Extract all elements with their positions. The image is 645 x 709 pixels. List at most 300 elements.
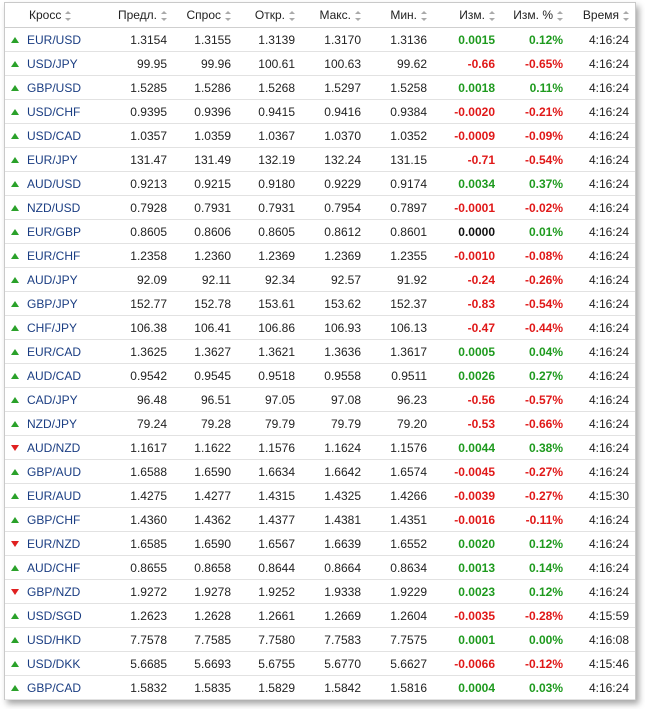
high-value: 1.6639	[301, 532, 367, 556]
ask-value: 131.49	[173, 148, 237, 172]
pair-link[interactable]: AUD/CHF	[27, 560, 81, 575]
time-value: 4:16:24	[569, 316, 635, 340]
pair-cell[interactable]	[5, 412, 103, 436]
pair-cell[interactable]	[5, 292, 103, 316]
high-value: 100.63	[301, 52, 367, 76]
pair-link[interactable]: NZD/JPY	[27, 416, 78, 431]
bid-value: 1.4275	[103, 484, 173, 508]
pair-link[interactable]: EUR/CHF	[27, 248, 81, 263]
arrow-up-icon	[11, 61, 19, 67]
change-pct-value: -0.12%	[501, 652, 569, 676]
table-row	[5, 148, 635, 172]
table-row	[5, 292, 635, 316]
change-value: -0.0010	[433, 244, 501, 268]
pair-link[interactable]: GBP/AUD	[27, 464, 82, 479]
high-value: 0.9229	[301, 172, 367, 196]
pair-cell[interactable]	[5, 604, 103, 628]
pair-link[interactable]: EUR/CAD	[27, 344, 82, 359]
low-value: 91.92	[367, 268, 433, 292]
fx-quotes-table	[5, 3, 635, 700]
ask-value: 79.28	[173, 412, 237, 436]
table-row	[5, 220, 635, 244]
ask-value: 0.9545	[173, 364, 237, 388]
arrow-up-icon	[11, 493, 19, 499]
change-value: 0.0001	[433, 628, 501, 652]
time-value: 4:16:24	[569, 244, 635, 268]
table-row	[5, 196, 635, 220]
ask-value: 1.5286	[173, 76, 237, 100]
sort-icon	[355, 11, 361, 21]
time-value: 4:16:24	[569, 388, 635, 412]
ask-value: 0.9215	[173, 172, 237, 196]
table-row	[5, 388, 635, 412]
bid-value: 1.0357	[103, 124, 173, 148]
open-value: 1.4377	[237, 508, 301, 532]
table-row	[5, 76, 635, 100]
low-value: 0.8601	[367, 220, 433, 244]
change-value: -0.47	[433, 316, 501, 340]
time-value: 4:16:24	[569, 412, 635, 436]
col-header-high[interactable]	[301, 3, 367, 28]
col-label: Мин.	[390, 8, 417, 22]
high-value: 1.1624	[301, 436, 367, 460]
col-header-open[interactable]	[237, 3, 301, 28]
arrow-up-icon	[11, 277, 19, 283]
low-value: 5.6627	[367, 652, 433, 676]
low-value: 0.9384	[367, 100, 433, 124]
high-value: 1.2669	[301, 604, 367, 628]
arrow-up-icon	[11, 229, 19, 235]
change-value: 0.0034	[433, 172, 501, 196]
change-pct-value: -0.27%	[501, 484, 569, 508]
pair-cell[interactable]	[5, 52, 103, 76]
pair-cell[interactable]	[5, 652, 103, 676]
high-value: 79.79	[301, 412, 367, 436]
open-value: 106.86	[237, 316, 301, 340]
arrow-down-icon	[11, 541, 19, 547]
ask-value: 92.11	[173, 268, 237, 292]
time-value: 4:16:24	[569, 292, 635, 316]
pair-link[interactable]: EUR/AUD	[27, 488, 82, 503]
change-value: -0.0066	[433, 652, 501, 676]
change-pct-value: -0.21%	[501, 100, 569, 124]
pair-cell[interactable]	[5, 340, 103, 364]
arrow-up-icon	[11, 517, 19, 523]
col-label: Изм.	[459, 8, 485, 22]
pair-link[interactable]: NZD/USD	[27, 200, 81, 215]
low-value: 1.4266	[367, 484, 433, 508]
table-row	[5, 268, 635, 292]
time-value: 4:16:08	[569, 628, 635, 652]
low-value: 1.1576	[367, 436, 433, 460]
arrow-up-icon	[11, 637, 19, 643]
bid-value: 5.6685	[103, 652, 173, 676]
low-value: 1.5816	[367, 676, 433, 700]
change-pct-value: -0.54%	[501, 292, 569, 316]
bid-value: 0.9395	[103, 100, 173, 124]
col-label: Откр.	[254, 8, 285, 22]
arrow-up-icon	[11, 253, 19, 259]
time-value: 4:15:30	[569, 484, 635, 508]
low-value: 1.4351	[367, 508, 433, 532]
change-pct-value: -0.44%	[501, 316, 569, 340]
change-value: 0.0020	[433, 532, 501, 556]
open-value: 132.19	[237, 148, 301, 172]
low-value: 1.3136	[367, 28, 433, 52]
bid-value: 1.1617	[103, 436, 173, 460]
ask-value: 1.2628	[173, 604, 237, 628]
change-pct-value: 0.37%	[501, 172, 569, 196]
sort-icon	[557, 11, 563, 21]
bid-value: 99.95	[103, 52, 173, 76]
pair-link[interactable]: AUD/JPY	[27, 272, 78, 287]
pair-link[interactable]: GBP/CHF	[27, 512, 81, 527]
table-row	[5, 532, 635, 556]
pair-link[interactable]: EUR/GBP	[27, 224, 82, 239]
time-value: 4:15:59	[569, 604, 635, 628]
pair-link[interactable]: CAD/JPY	[27, 392, 78, 407]
bid-value: 1.5285	[103, 76, 173, 100]
high-value: 132.24	[301, 148, 367, 172]
low-value: 1.5258	[367, 76, 433, 100]
col-header-time[interactable]	[569, 3, 635, 28]
table-row	[5, 556, 635, 580]
high-value: 0.8612	[301, 220, 367, 244]
col-label: Предл.	[117, 8, 157, 22]
ask-value: 1.6590	[173, 460, 237, 484]
time-value: 4:16:24	[569, 556, 635, 580]
time-value: 4:16:24	[569, 460, 635, 484]
pair-cell[interactable]	[5, 580, 103, 604]
col-label: Время	[582, 8, 619, 22]
pair-cell[interactable]	[5, 676, 103, 700]
open-value: 1.3139	[237, 28, 301, 52]
open-value: 0.8644	[237, 556, 301, 580]
pair-cell[interactable]	[5, 532, 103, 556]
time-value: 4:16:24	[569, 364, 635, 388]
pair-link[interactable]: AUD/USD	[27, 176, 82, 191]
pair-link[interactable]: USD/HKD	[27, 632, 82, 647]
arrow-up-icon	[11, 421, 19, 427]
col-header-bid[interactable]	[103, 3, 173, 28]
time-value: 4:16:24	[569, 52, 635, 76]
high-value: 1.9338	[301, 580, 367, 604]
quotes-panel	[4, 2, 636, 700]
change-value: 0.0004	[433, 676, 501, 700]
pair-link[interactable]: EUR/JPY	[27, 152, 78, 167]
pair-cell[interactable]	[5, 172, 103, 196]
ask-value: 1.9278	[173, 580, 237, 604]
change-pct-value: 0.11%	[501, 76, 569, 100]
bid-value: 96.48	[103, 388, 173, 412]
change-pct-value: 0.03%	[501, 676, 569, 700]
change-pct-value: 0.12%	[501, 580, 569, 604]
open-value: 100.61	[237, 52, 301, 76]
ask-value: 1.0359	[173, 124, 237, 148]
ask-value: 96.51	[173, 388, 237, 412]
open-value: 92.34	[237, 268, 301, 292]
bid-value: 7.7578	[103, 628, 173, 652]
ask-value: 1.3627	[173, 340, 237, 364]
table-row	[5, 124, 635, 148]
arrow-up-icon	[11, 205, 19, 211]
table-row	[5, 316, 635, 340]
open-value: 153.61	[237, 292, 301, 316]
pair-link[interactable]: GBP/USD	[27, 80, 82, 95]
arrow-up-icon	[11, 397, 19, 403]
high-value: 0.9558	[301, 364, 367, 388]
open-value: 79.79	[237, 412, 301, 436]
col-label: Спрос	[186, 8, 221, 22]
change-value: 0.0023	[433, 580, 501, 604]
change-pct-value: 0.38%	[501, 436, 569, 460]
arrow-up-icon	[11, 181, 19, 187]
open-value: 1.4315	[237, 484, 301, 508]
time-value: 4:16:24	[569, 28, 635, 52]
table-row	[5, 628, 635, 652]
table-header	[5, 3, 635, 28]
arrow-up-icon	[11, 37, 19, 43]
table-row	[5, 676, 635, 700]
change-pct-value: 0.14%	[501, 556, 569, 580]
high-value: 1.4381	[301, 508, 367, 532]
col-header-low[interactable]	[367, 3, 433, 28]
col-label: Макс.	[319, 8, 351, 22]
change-pct-value: -0.66%	[501, 412, 569, 436]
low-value: 0.9174	[367, 172, 433, 196]
high-value: 0.9416	[301, 100, 367, 124]
col-header-cross[interactable]	[5, 3, 103, 28]
time-value: 4:16:24	[569, 508, 635, 532]
change-pct-value: -0.54%	[501, 148, 569, 172]
low-value: 7.7575	[367, 628, 433, 652]
ask-value: 0.8658	[173, 556, 237, 580]
pair-link[interactable]: EUR/NZD	[27, 536, 81, 551]
change-value: -0.56	[433, 388, 501, 412]
pair-cell[interactable]	[5, 196, 103, 220]
pair-cell[interactable]	[5, 124, 103, 148]
ask-value: 0.7931	[173, 196, 237, 220]
time-value: 4:16:24	[569, 580, 635, 604]
change-value: -0.0016	[433, 508, 501, 532]
bid-value: 1.6585	[103, 532, 173, 556]
bid-value: 1.5832	[103, 676, 173, 700]
pair-link[interactable]: AUD/NZD	[27, 440, 81, 455]
change-pct-value: -0.57%	[501, 388, 569, 412]
open-value: 1.9252	[237, 580, 301, 604]
change-pct-value: -0.09%	[501, 124, 569, 148]
pair-cell[interactable]	[5, 628, 103, 652]
change-pct-value: 0.12%	[501, 532, 569, 556]
table-row	[5, 460, 635, 484]
bid-value: 92.09	[103, 268, 173, 292]
open-value: 1.2661	[237, 604, 301, 628]
change-pct-value: 0.00%	[501, 628, 569, 652]
time-value: 4:16:24	[569, 76, 635, 100]
open-value: 1.2369	[237, 244, 301, 268]
arrow-up-icon	[11, 373, 19, 379]
pair-link[interactable]: GBP/NZD	[27, 584, 81, 599]
table-row	[5, 340, 635, 364]
sort-icon	[623, 11, 629, 21]
change-value: 0.0013	[433, 556, 501, 580]
change-pct-value: 0.04%	[501, 340, 569, 364]
low-value: 131.15	[367, 148, 433, 172]
change-value: -0.0035	[433, 604, 501, 628]
col-header-change[interactable]	[433, 3, 501, 28]
table-row	[5, 172, 635, 196]
arrow-up-icon	[11, 85, 19, 91]
low-value: 0.9511	[367, 364, 433, 388]
bid-value: 152.77	[103, 292, 173, 316]
open-value: 5.6755	[237, 652, 301, 676]
open-value: 1.3621	[237, 340, 301, 364]
col-label: Кросс	[29, 8, 62, 22]
open-value: 0.8605	[237, 220, 301, 244]
arrow-up-icon	[11, 325, 19, 331]
bid-value: 0.9213	[103, 172, 173, 196]
pair-link[interactable]: USD/CHF	[27, 104, 81, 119]
pair-link[interactable]: USD/DKK	[27, 656, 81, 671]
open-value: 1.0367	[237, 124, 301, 148]
pair-link[interactable]: CHF/JPY	[27, 320, 78, 335]
change-value: -0.71	[433, 148, 501, 172]
bid-value: 0.8655	[103, 556, 173, 580]
bid-value: 79.24	[103, 412, 173, 436]
time-value: 4:16:24	[569, 268, 635, 292]
change-value: -0.24	[433, 268, 501, 292]
col-header-ask[interactable]	[173, 3, 237, 28]
ask-value: 106.41	[173, 316, 237, 340]
table-row	[5, 436, 635, 460]
high-value: 1.5842	[301, 676, 367, 700]
time-value: 4:16:24	[569, 532, 635, 556]
time-value: 4:16:24	[569, 340, 635, 364]
time-value: 4:16:24	[569, 172, 635, 196]
pair-link[interactable]: AUD/CAD	[27, 368, 82, 383]
bid-value: 0.9542	[103, 364, 173, 388]
high-value: 153.62	[301, 292, 367, 316]
table-row	[5, 604, 635, 628]
bid-value: 0.8605	[103, 220, 173, 244]
change-value: -0.0039	[433, 484, 501, 508]
change-value: -0.0020	[433, 100, 501, 124]
high-value: 1.2369	[301, 244, 367, 268]
low-value: 1.9229	[367, 580, 433, 604]
pair-cell[interactable]	[5, 316, 103, 340]
arrow-up-icon	[11, 613, 19, 619]
arrow-up-icon	[11, 133, 19, 139]
time-value: 4:15:46	[569, 652, 635, 676]
bid-value: 1.2358	[103, 244, 173, 268]
pair-link[interactable]: USD/SGD	[27, 608, 82, 623]
table-row	[5, 244, 635, 268]
change-pct-value: 0.27%	[501, 364, 569, 388]
low-value: 79.20	[367, 412, 433, 436]
open-value: 7.7580	[237, 628, 301, 652]
pair-link[interactable]: USD/JPY	[27, 56, 78, 71]
high-value: 1.6642	[301, 460, 367, 484]
low-value: 1.0352	[367, 124, 433, 148]
pair-cell[interactable]	[5, 76, 103, 100]
high-value: 7.7583	[301, 628, 367, 652]
high-value: 1.3170	[301, 28, 367, 52]
low-value: 1.3617	[367, 340, 433, 364]
pair-cell[interactable]	[5, 28, 103, 52]
pair-cell[interactable]	[5, 100, 103, 124]
table-row	[5, 28, 635, 52]
low-value: 1.6574	[367, 460, 433, 484]
open-value: 1.5268	[237, 76, 301, 100]
arrow-down-icon	[11, 445, 19, 451]
low-value: 1.2604	[367, 604, 433, 628]
open-value: 1.1576	[237, 436, 301, 460]
pair-cell[interactable]	[5, 460, 103, 484]
pair-link[interactable]: GBP/CAD	[27, 680, 82, 695]
pair-cell[interactable]	[5, 508, 103, 532]
pair-cell[interactable]	[5, 244, 103, 268]
pair-cell[interactable]	[5, 364, 103, 388]
high-value: 0.8664	[301, 556, 367, 580]
bid-value: 131.47	[103, 148, 173, 172]
ask-value: 1.6590	[173, 532, 237, 556]
low-value: 1.6552	[367, 532, 433, 556]
high-value: 5.6770	[301, 652, 367, 676]
time-value: 4:16:24	[569, 676, 635, 700]
change-value: -0.0045	[433, 460, 501, 484]
ask-value: 0.9396	[173, 100, 237, 124]
open-value: 0.7931	[237, 196, 301, 220]
sort-icon	[421, 11, 427, 21]
arrow-up-icon	[11, 685, 19, 691]
high-value: 97.08	[301, 388, 367, 412]
bid-value: 1.3625	[103, 340, 173, 364]
time-value: 4:16:24	[569, 436, 635, 460]
change-pct-value: -0.11%	[501, 508, 569, 532]
arrow-up-icon	[11, 349, 19, 355]
col-header-change-pct[interactable]	[501, 3, 569, 28]
bid-value: 1.3154	[103, 28, 173, 52]
time-value: 4:16:24	[569, 124, 635, 148]
high-value: 1.5297	[301, 76, 367, 100]
high-value: 1.3636	[301, 340, 367, 364]
open-value: 1.6634	[237, 460, 301, 484]
ask-value: 1.2360	[173, 244, 237, 268]
pair-cell[interactable]	[5, 220, 103, 244]
ask-value: 5.6693	[173, 652, 237, 676]
pair-cell[interactable]	[5, 268, 103, 292]
pair-cell[interactable]	[5, 436, 103, 460]
open-value: 1.5829	[237, 676, 301, 700]
pair-link[interactable]: GBP/JPY	[27, 296, 78, 311]
ask-value: 1.4277	[173, 484, 237, 508]
low-value: 99.62	[367, 52, 433, 76]
change-value: -0.0001	[433, 196, 501, 220]
bid-value: 1.2623	[103, 604, 173, 628]
pair-cell[interactable]	[5, 484, 103, 508]
pair-cell[interactable]	[5, 556, 103, 580]
ask-value: 1.1622	[173, 436, 237, 460]
table-row	[5, 100, 635, 124]
low-value: 0.8634	[367, 556, 433, 580]
pair-link[interactable]: EUR/USD	[27, 32, 82, 47]
pair-link[interactable]: USD/CAD	[27, 128, 82, 143]
pair-cell[interactable]	[5, 388, 103, 412]
pair-cell[interactable]	[5, 148, 103, 172]
change-value: 0.0026	[433, 364, 501, 388]
open-value: 97.05	[237, 388, 301, 412]
change-value: -0.53	[433, 412, 501, 436]
